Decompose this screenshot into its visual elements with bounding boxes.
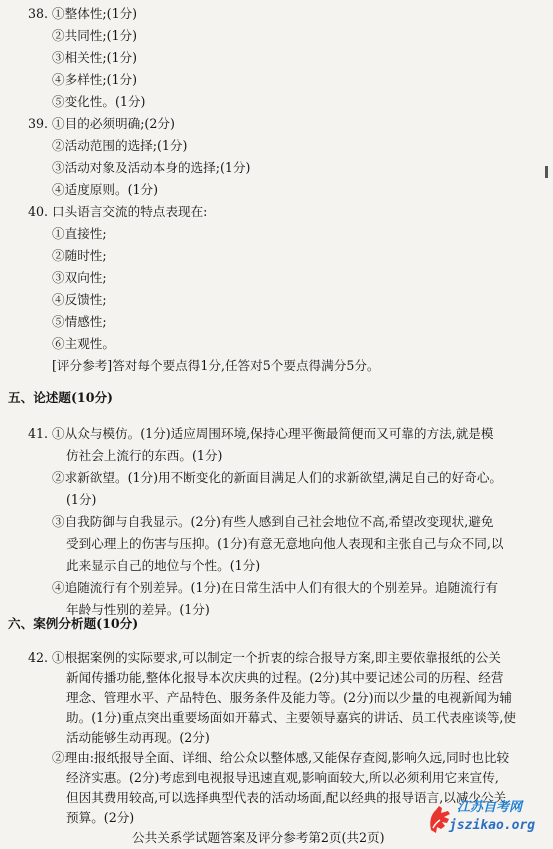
scan-edge-mark — [545, 166, 548, 178]
q40-line-5: ④反馈性; — [52, 292, 107, 307]
q39-line-2: ②活动范围的选择;(1分) — [52, 138, 188, 153]
q39-line-1: 39. ①目的必须明确;(2分) — [28, 116, 175, 131]
section-5-heading: 五、论述题(10分) — [8, 390, 114, 405]
q40-line-7: ⑥主观性。 — [52, 336, 115, 351]
q41-line-5: ③自我防御与自我显示。(2分)有些人感到自己社会地位不高,希望改变现状,避免 — [52, 514, 494, 529]
section-6-heading: 六、案例分析题(10分) — [8, 616, 139, 631]
q41-line-9: 年龄与性别的差异。(1分) — [66, 602, 210, 617]
q42-line-2: 新闻传播功能,整体化报导本次庆典的过程。(2分)其中要记述公司的历程、经营 — [66, 670, 504, 685]
q39-line-3: ③活动对象及活动本身的选择;(1分) — [52, 160, 251, 175]
q42-line-9: 预算。(2分) — [66, 810, 135, 825]
q42-line-8: 但因其费用较高,可以选择典型代表的活动场面,配以经典的报导语言,以减少公关 — [66, 790, 507, 805]
q38-line-4: ④多样性;(1分) — [52, 72, 138, 87]
q42-line-5: 活动能够生动再现。(2分) — [66, 730, 210, 745]
page-footer: 公共关系学试题答案及评分参考第2页(共2页) — [132, 830, 385, 845]
q41-line-7: 此来显示自己的地位与个性。(1分) — [66, 558, 261, 573]
q39-line-4: ④适度原则。(1分) — [52, 182, 158, 197]
q42-line-7: 经济实惠。(2分)考虑到电视报导迅速直观,影响面较大,所以必须利用它来宣传, — [66, 770, 499, 785]
q42-line-1: 42. ①根据案例的实际要求,可以制定一个折衷的综合报导方案,即主要依靠报纸的公关 — [28, 650, 501, 665]
q42-line-4: 助。(1分)重点突出重要场面如开幕式、主要领导嘉宾的讲话、员工代表座谈等,使 — [66, 710, 517, 725]
q40-line-3: ②随时性; — [52, 248, 107, 263]
logo-site-url: jszikao.org — [449, 818, 536, 833]
q42-line-3: 理念、管理水平、产品特色、服务条件及能力等。(2分)而以少量的电视新闻为辅 — [66, 690, 513, 705]
q41-line-8: ④追随流行有个别差异。(1分)在日常生活中人们有很大的个别差异。追随流行有 — [52, 580, 499, 595]
q42-line-6: ②理由:报纸报导全面、详细、给公众以整体感,又能保存查阅,影响久远,同时也比较 — [52, 750, 510, 765]
q41-line-2: 仿社会上流行的东西。(1分) — [66, 448, 223, 463]
q41-line-1: 41. ①从众与模仿。(1分)适应周围环境,保持心理平衡最简便而又可靠的方法,就是模 — [28, 426, 494, 441]
q41-line-4: (1分) — [66, 492, 97, 507]
q38-line-2: ②共同性;(1分) — [52, 28, 138, 43]
q40-scoring-note: [评分参考]答对每个要点得1分,任答对5个要点得满分5分。 — [52, 358, 380, 373]
q40-line-2: ①直接性; — [52, 226, 107, 241]
q38-line-3: ③相关性;(1分) — [52, 50, 138, 65]
q40-line-6: ⑤情感性; — [52, 314, 107, 329]
q40-line-4: ③双向性; — [52, 270, 107, 285]
q38-line-1: 38. ①整体性;(1分) — [28, 6, 138, 21]
site-logo[interactable] — [427, 800, 539, 844]
q41-line-3: ②求新欲望。(1分)用不断变化的新面目满足人们的求新欲望,满足自己的好奇心。 — [52, 470, 503, 485]
q40-line-1: 40. 口头语言交流的特点表现在: — [28, 204, 208, 219]
logo-site-name: 江苏自考网 — [457, 800, 523, 815]
q38-line-5: ⑤变化性。(1分) — [52, 94, 146, 109]
q41-line-6: 受到心理上的伤害与压抑。(1分)有意无意地向他人表现和主张自己与众不同,以 — [66, 536, 504, 551]
